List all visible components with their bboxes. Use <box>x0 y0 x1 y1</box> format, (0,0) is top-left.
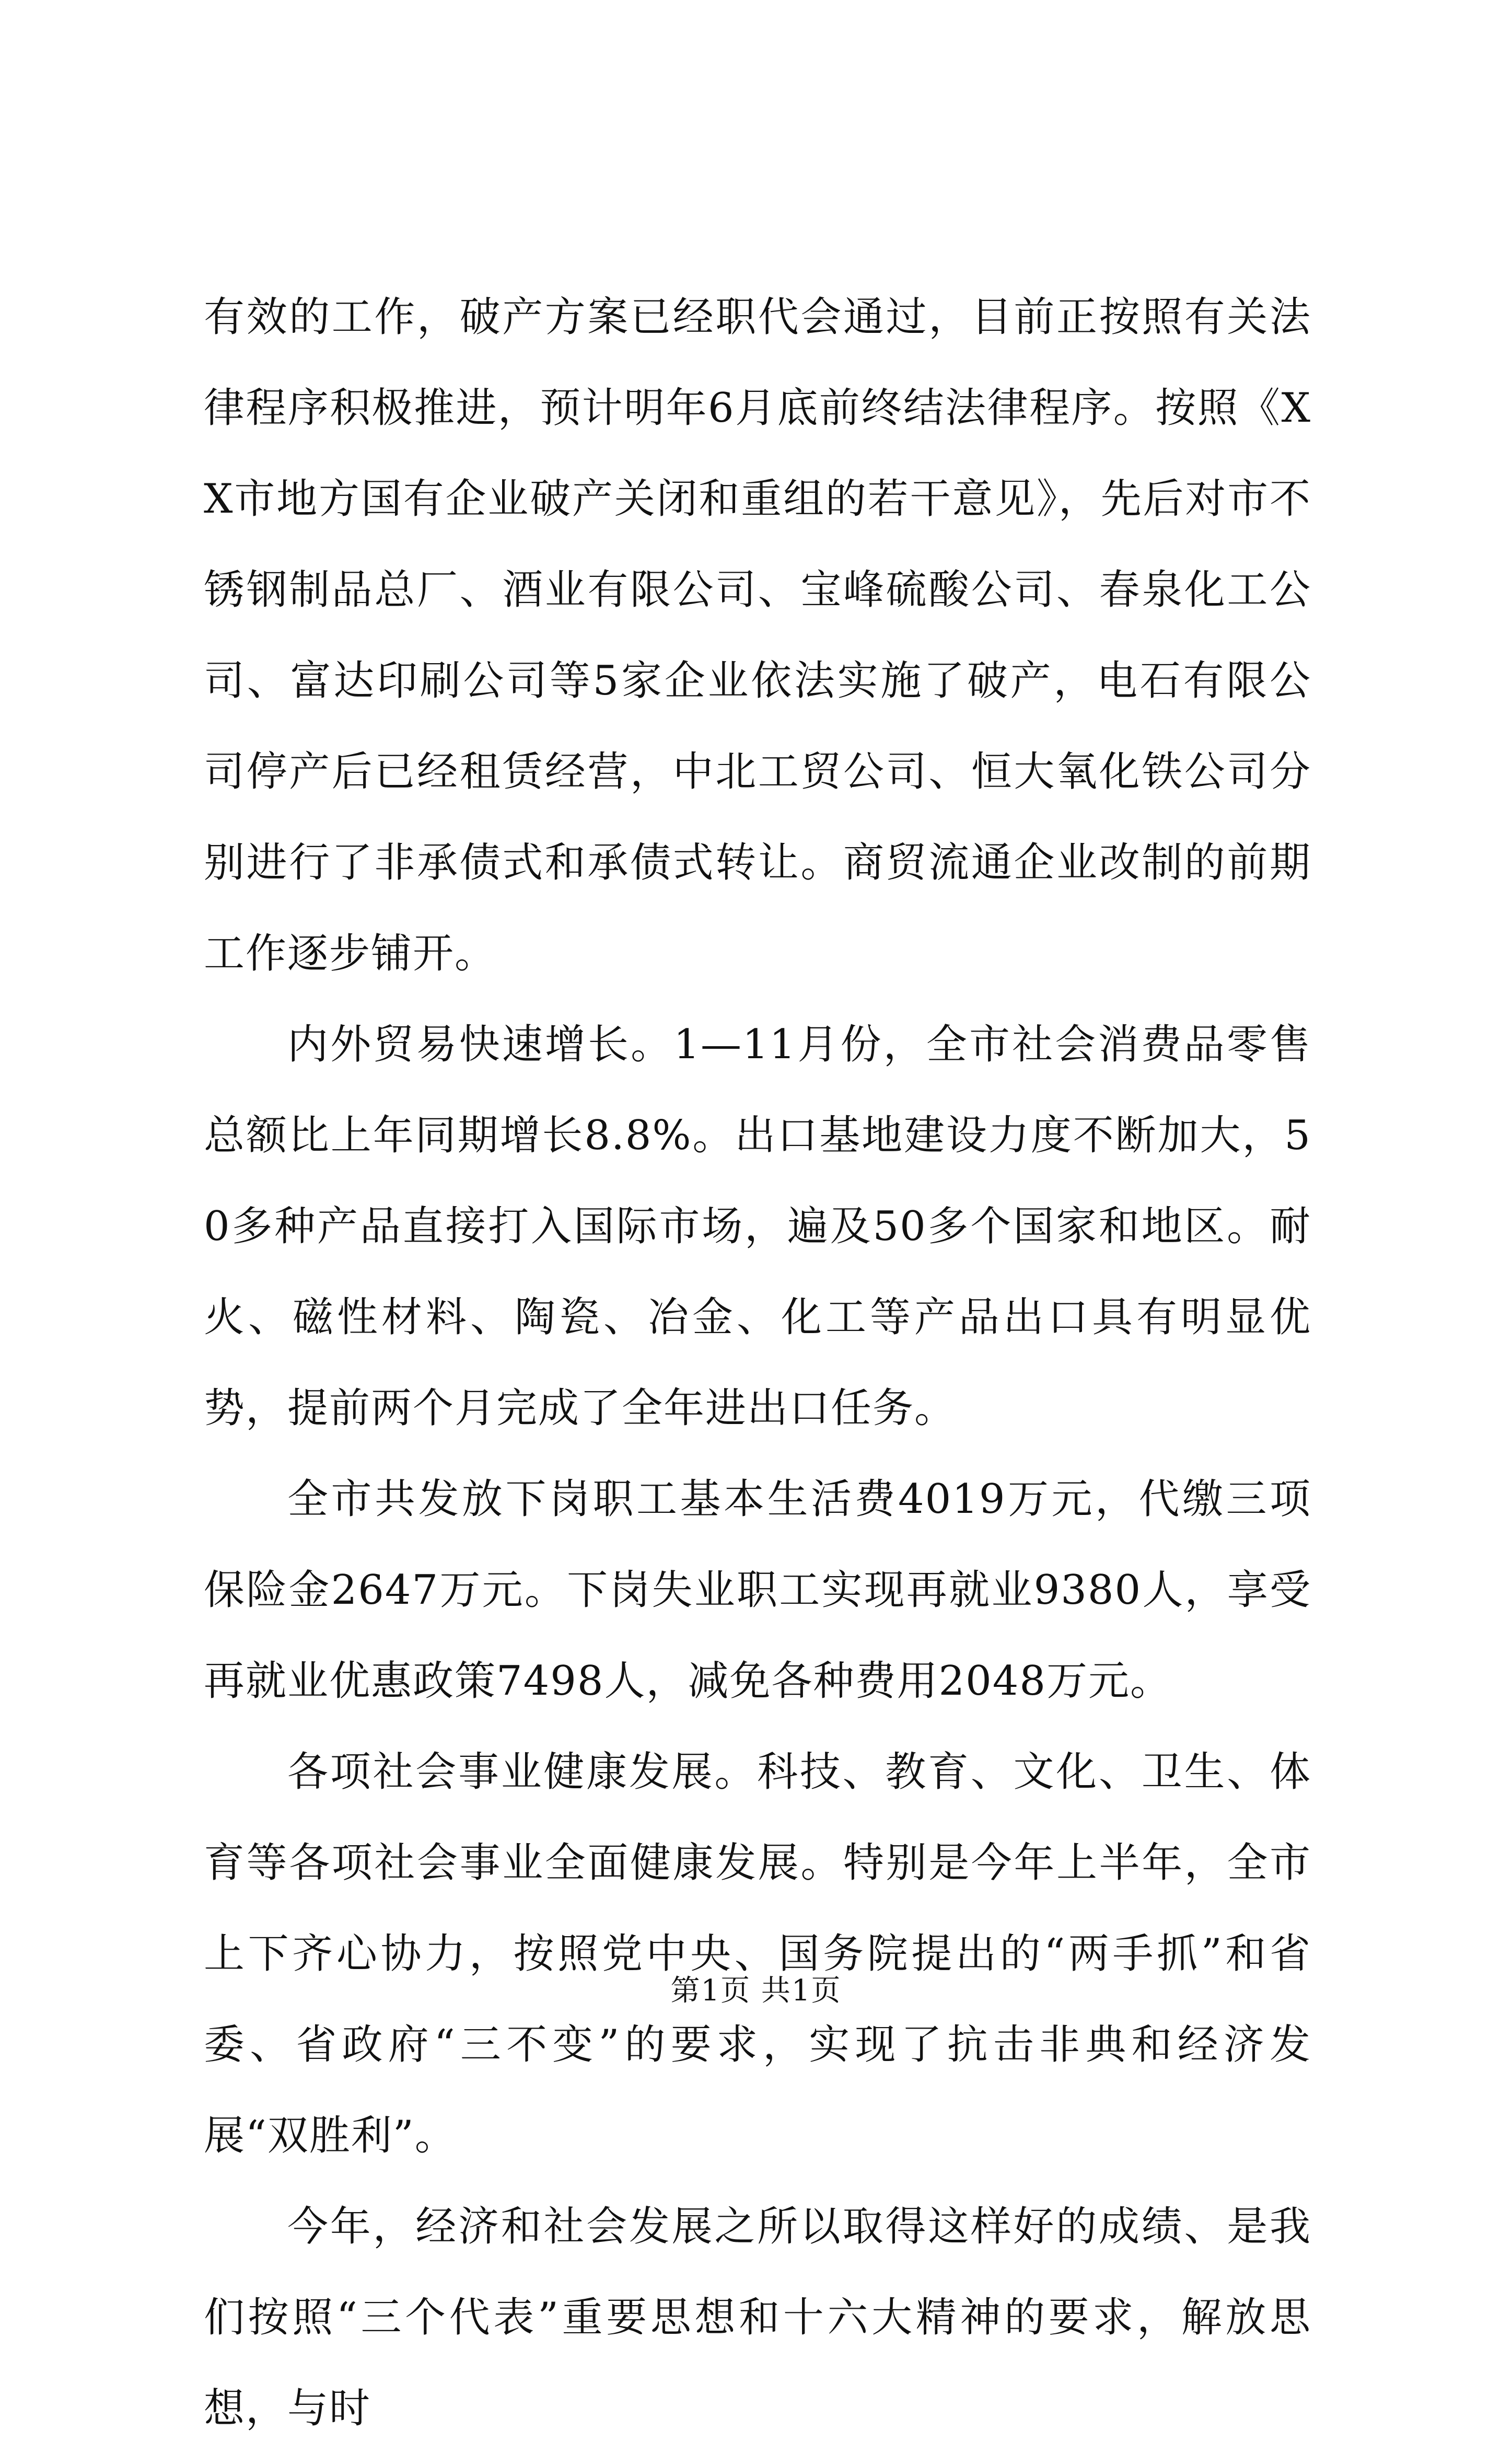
document-body <box>204 272 1311 2454</box>
paragraph-achievements: 今年，经济和社会发展之所以取得这样好的成绩、是我们按照“三个代表”重要思想和十六大精神的要求，解放思想，与时 <box>204 2203 1311 2432</box>
paragraph-continuation: 有效的工作，破产方案已经职代会通过，目前正按照有关法律程序积极推进，预计明年6月底前终结法律程序。按照《XX市地方国有企业破产关闭和重组的若干意见》，先后对市不锈钢制品总厂、酒业有限公司、宝峰硫酸公司、春泉化工公司、富达印刷公司等5家企业依法实施了破产，电石有限公司停产后已经租赁经营，中北工贸公司、恒大氧化铁公司分别进行了非承债式和承债式转让。商贸流通企业改制的前期工作逐步铺开。 <box>204 294 1311 977</box>
paragraph-social-development: 各项社会事业健康发展。科技、教育、文化、卫生、体育等各项社会事业全面健康发展。特别是今年上半年，全市上下齐心协力，按照党中央、国务院提出的“两手抓”和省委、省政府“三不变”的要求，实现了抗击非典和经济发展“双胜利”。 <box>204 1749 1311 2159</box>
paragraph-reemployment: 全市共发放下岗职工基本生活费4019万元，代缴三项保险金2647万元。下岗失业职工实现再就业9380人，享受再就业优惠政策7498人，减免各种费用2048万元。 <box>204 1476 1311 1705</box>
paragraph-trade-growth: 内外贸易快速增长。1—11月份，全市社会消费品零售总额比上年同期增长8.8%。出口基地建设力度不断加大，50多种产品直接打入国际市场，遍及50多个国家和地区。耐火、磁性材料、陶瓷、冶金、化工等产品出口具有明显优势，提前两个月完成了全年进出口任务。 <box>204 1021 1311 1432</box>
page-footer: 第1页 共1页 <box>670 1974 842 2008</box>
